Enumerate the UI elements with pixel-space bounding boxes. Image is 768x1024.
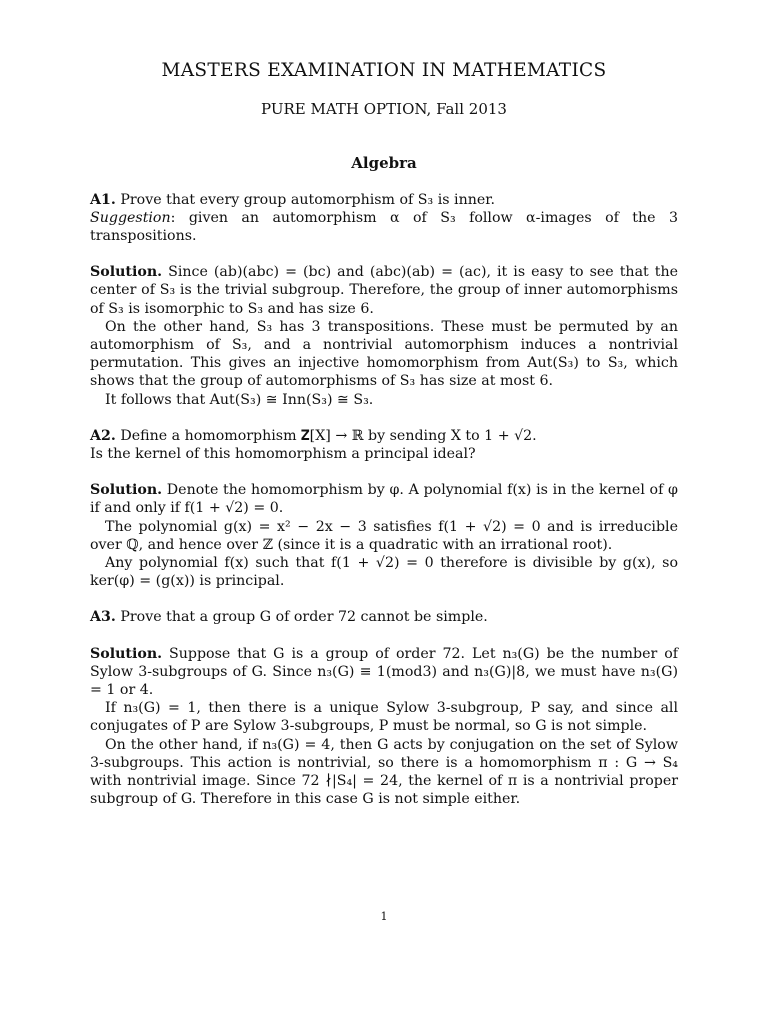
solution-a3-p1 [90,645,678,700]
solution-a3-label: Solution. [90,645,163,662]
solution-a2-label: Solution. [90,482,163,499]
solution-a2-p1-text: Denote the homomorphism by φ. A polynomial f(x) is in the kernel of φ if and only if f(1 + √2) = 0. [90,482,678,517]
solution-a1-p3: It follows that Aut(S₃) ≅ Inn(S₃) ≅ S₃. [105,391,374,408]
problem-a1-text: Prove that every group automorphism of S₃ is inner. [120,191,495,208]
problem-a2-question [90,427,678,445]
solution-a2-p3: Any polynomial f(x) such that f(1 + √2) = 0 therefore is divisible by g(x), so ker(φ) = (g(x)) is principal. [90,555,678,590]
problem-a2-text: Define a homomorphism 𝐙[X] → ℝ by sending X to 1 + √2. [120,427,537,444]
exam-subtitle: PURE MATH OPTION, Fall 2013 [261,100,507,119]
problem-a2-label: A2. [90,427,116,444]
suggestion-text: : given an automorphism α of S₃ follow α-images of the 3 transpositions. [90,209,678,245]
problem-a2-question2: Is the kernel of this homomorphism a principal ideal? [90,446,476,463]
problem-a1-suggestion [90,209,678,245]
solution-a1-p2: On the other hand, S₃ has 3 transpositions. These must be permuted by an automorphism of S₃, and a nontrivial automorphism induces a nontrivial permutation. This gives an injective homomorphism from Aut(S₃) to S₃, which shows that the group of automorphisms of S₃ has size at most 6. [90,318,678,390]
solution-a2-p1 [90,481,678,517]
solution-a1 [90,263,678,409]
solution-a3-p2: If n₃(G) = 1, then there is a unique Sylow 3-subgroup, P say, and since all conjugates of P are Sylow 3-subgroups, P must be normal, so G is not simple. [90,700,678,735]
solution-a3-p3: On the other hand, if n₃(G) = 4, then G acts by conjugation on the set of Sylow 3-subgroups. This action is nontrivial, so there is a homomorphism π : G → S₄ with nontrivial image. Since 72 ∤|S₄| = 24, the kernel of π is a nontrivial proper subgroup of G. Therefore in this case G is not simple either. [90,736,678,808]
problem-a1-label: A1. [90,191,116,208]
problem-a3 [90,608,678,626]
problem-a1-question [90,191,678,209]
solution-a3 [90,645,678,809]
page-number: 1 [380,910,388,923]
problem-a3-text: Prove that a group G of order 72 cannot be simple. [120,609,488,626]
section-heading: Algebra [351,154,417,173]
solution-a2-p2: The polynomial g(x) = x² − 2x − 3 satisfies f(1 + √2) = 0 and is irreducible over ℚ, and hence over ℤ (since it is a quadratic with an irrational root). [90,518,678,553]
solution-a2 [90,481,678,590]
problem-a1 [90,191,678,246]
solution-a3-p1-text: Suppose that G is a group of order 72. Let n₃(G) be the number of Sylow 3-subgroups of G. Since n₃(G) ≡ 1(mod3) and n₃(G)|8, we must have n₃(G) = 1 or 4. [90,645,678,699]
problem-a3-label: A3. [90,609,116,626]
solution-a1-p1 [90,263,678,318]
solution-a1-label: Solution. [90,264,163,281]
problem-a3-question [90,608,678,626]
suggestion-label: Suggestion [90,209,171,226]
exam-title: MASTERS EXAMINATION IN MATHEMATICS [161,60,607,81]
problem-a2 [90,427,678,463]
solution-a1-p1-text: Since (ab)(abc) = (bc) and (abc)(ab) = (ac), it is easy to see that the center of S₃ is the trivial subgroup. Therefore, the group of inner automorphisms of S₃ is isomorphic to S₃ and has size 6. [90,264,679,317]
